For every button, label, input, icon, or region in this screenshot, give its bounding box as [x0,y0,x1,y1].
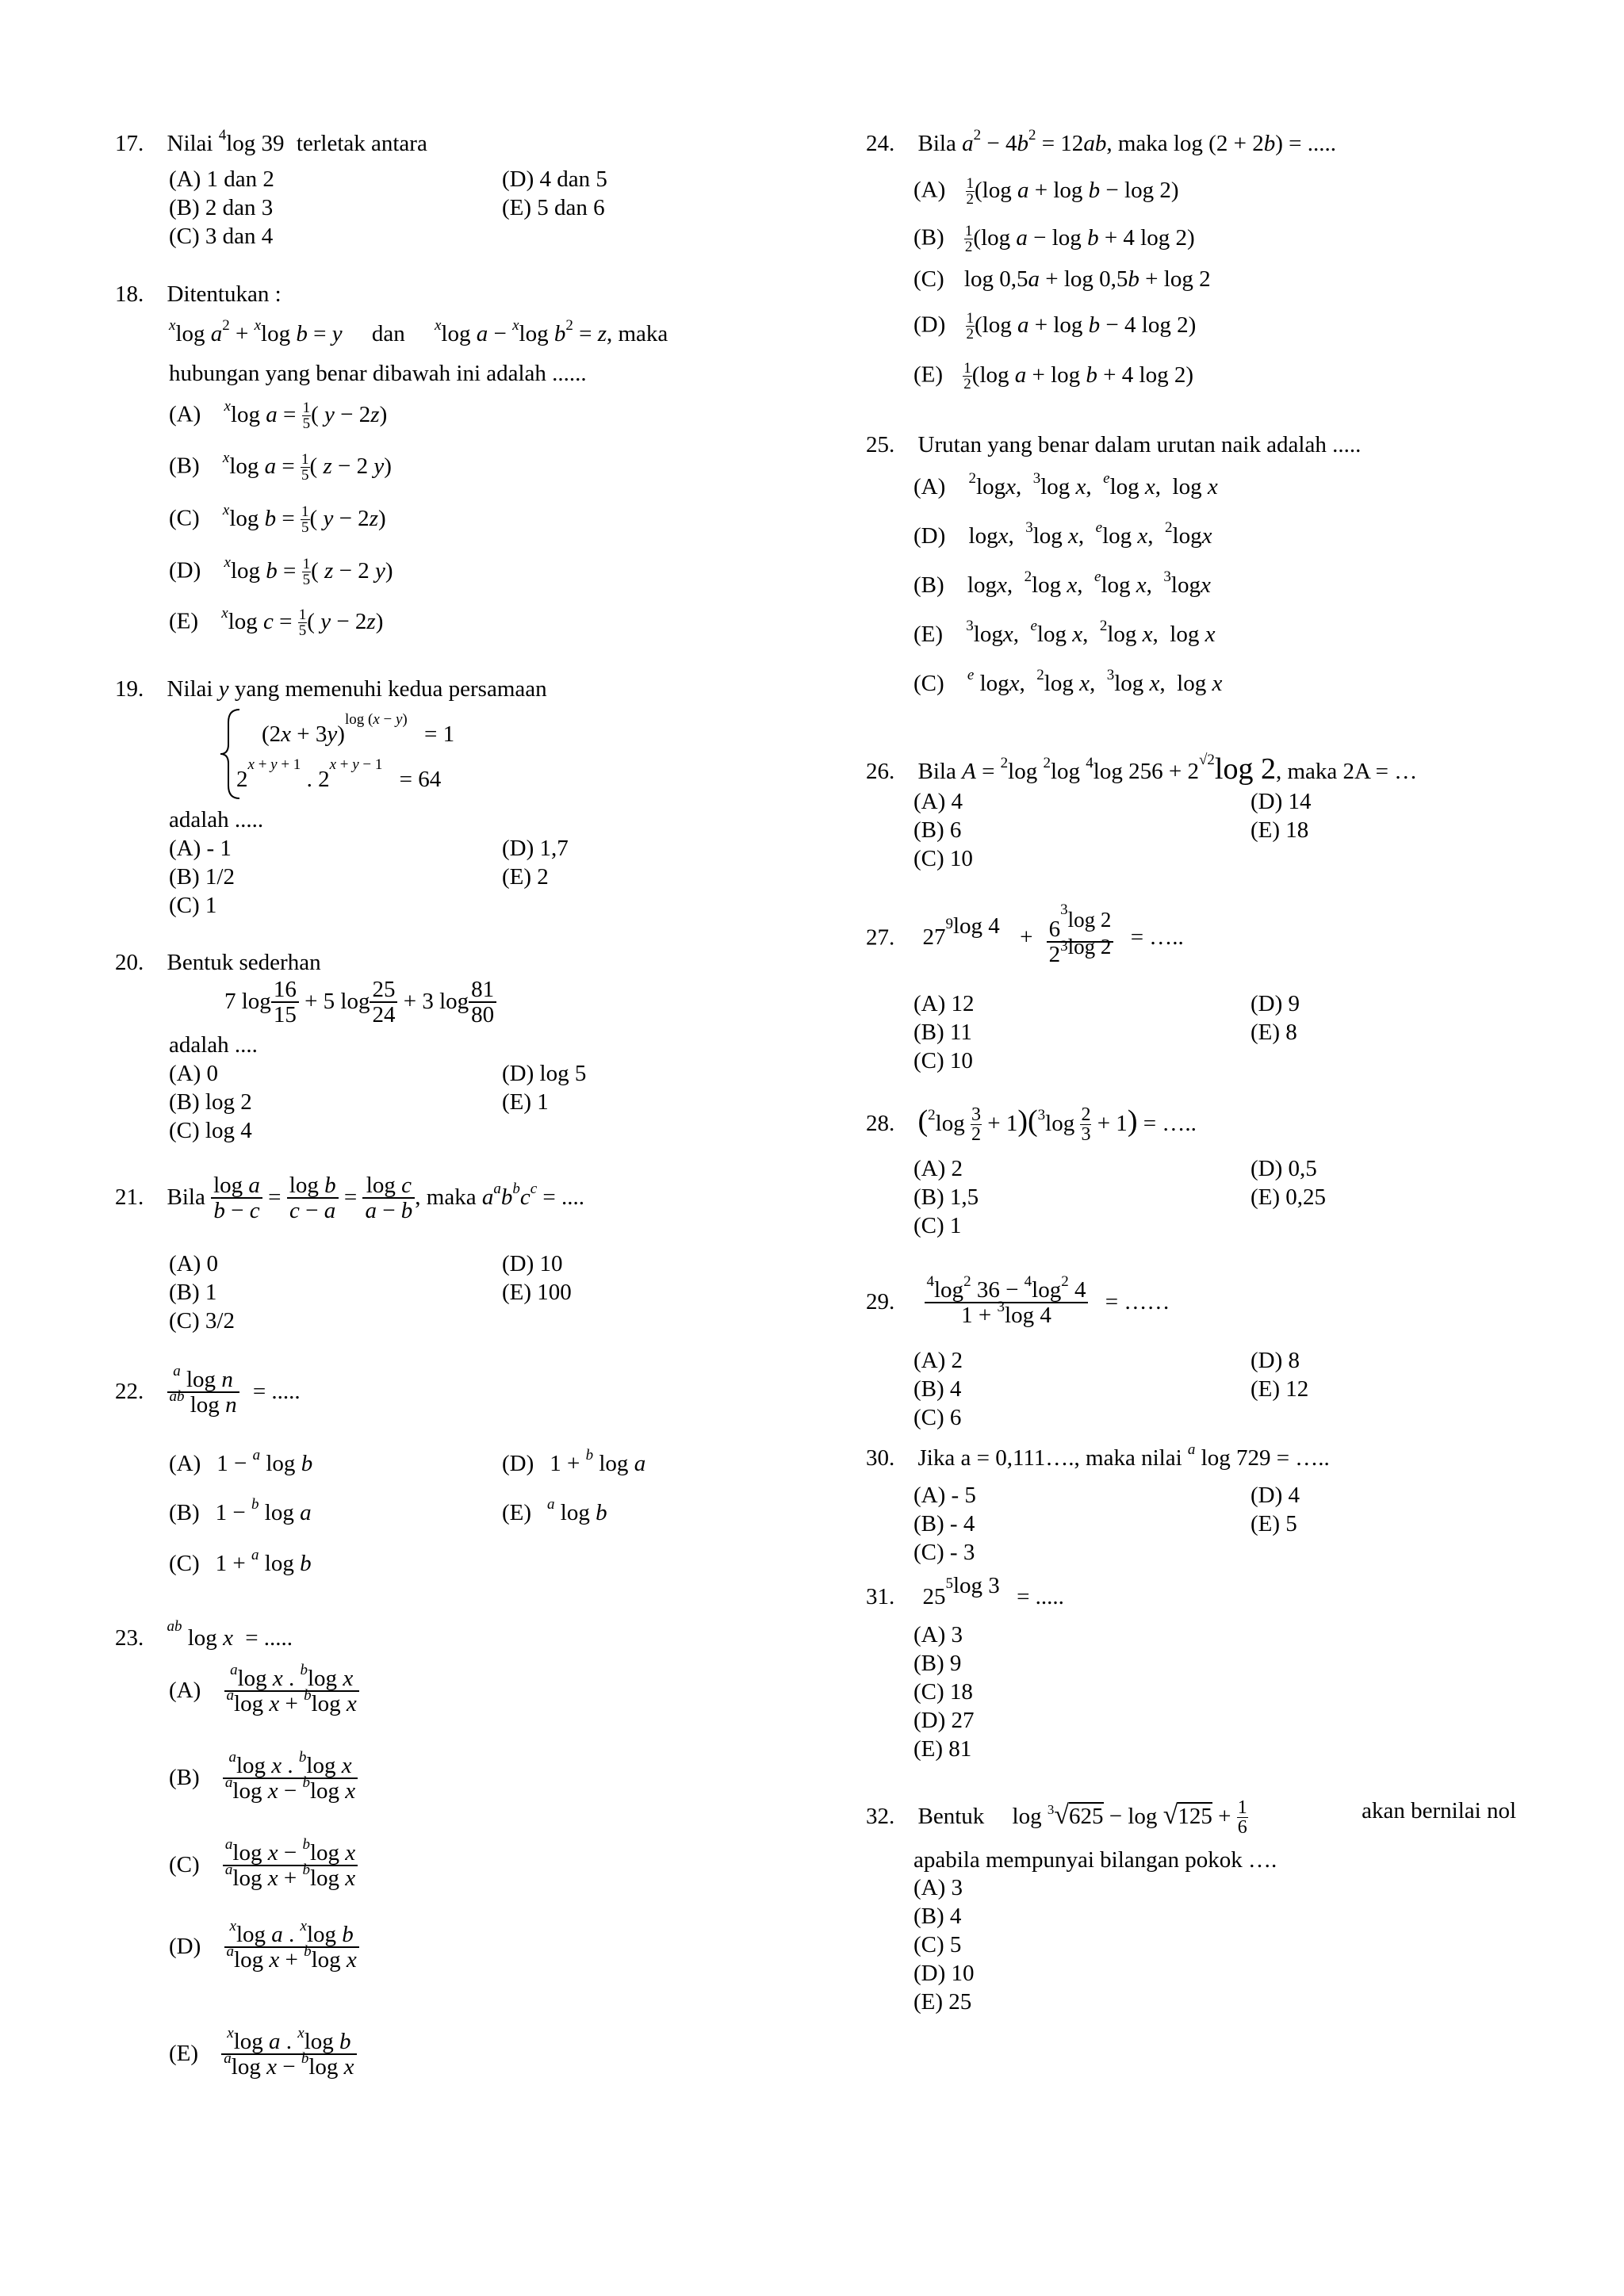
question-number: 29. [866,1288,895,1314]
question-stem: Bentuk [917,1803,985,1829]
option-d[interactable]: (D) $\frac{^x\log a . ^x\log b}{^a\log x + ^b\log x}$ [169,1923,359,1973]
option-d[interactable]: (D) 4 dan 5 [502,166,607,192]
option-e[interactable]: (E) 25 [914,1989,972,2015]
option-label: (B) [169,453,200,479]
option-e[interactable]: (E) $\frac{1}{2}$ (log a + log b + 4 log 2) [914,360,1193,392]
question-number: 24. [866,131,895,156]
option-a[interactable]: (A) 2 [914,1348,963,1373]
option-b[interactable]: (B) 1,5 [914,1184,979,1210]
option-label: (E) [169,2040,199,2066]
option-label: (E) [914,362,944,388]
question-21: 21. Bila $\frac{\text{log a}}{b - c}$ = $\frac{\text{log b}}{c - a}$ = $\frac{\text{log c}}{a - b}$ , maka $a^ab^bc^c$ = .... [115,1173,585,1224]
question-tail: terletak antara [296,131,427,156]
question-number: 23. [115,1625,144,1651]
option-label: (E) [502,1500,532,1525]
eq-rhs: = 64 [399,767,442,792]
option-b[interactable]: (B) 4 [914,1376,962,1402]
question-stem: Jika a = 0,111…., maka nilai [917,1445,1182,1471]
option-b[interactable]: (B) $\frac{^a\log x . ^b\log x}{^a\log x - ^b\log x}$ [169,1754,358,1804]
option-b[interactable]: (B) 4 [914,1904,962,1929]
question-number: 26. [866,759,895,784]
option-e[interactable]: (E) $\frac{^x\log a . ^x\log b}{^a\log x - ^b\log x}$ [169,2030,357,2080]
option-c[interactable]: (C) $^x$log b = $\frac{1}{5}$ ( y − 2z) [169,501,386,536]
question-22: 22. $\frac{^a \log n}{^{ab} \log n}$ = ..... [115,1363,301,1418]
question-tail: akan bernilai nol [1362,1798,1516,1823]
option-b[interactable]: (B) logx, $^2$log x, $^e$log x, $^3$logx [914,568,1211,598]
question-20 [115,950,321,976]
question-28: 28. ($^2$log $\frac{3}{2}$ + 1)($^3$log $\frac{2}{3}$ + 1) = ….. [866,1104,1197,1146]
option-e[interactable]: (E) 5 dan 6 [502,195,605,220]
option-label: (D) [914,312,946,338]
eq-rhs: = 1 [423,721,455,747]
q19-eq1: $(2x + 3y)^{log (x - y)} = 1$ [262,711,455,747]
question-tail: = ….. [1276,1445,1330,1471]
option-b[interactable]: (B) 6 [914,817,962,843]
option-e[interactable]: (E) 12 [1251,1376,1309,1402]
option-label: (C) [914,266,944,292]
option-e[interactable]: (E) 8 [1251,1020,1297,1045]
option-a[interactable]: (A) 3 [914,1622,963,1647]
q18-equation: $^x$log $a^2 + ^x\log$ b = y dan $^x$log a − $^x$log $b^2 = z$, maka [169,317,668,346]
option-b[interactable]: (B) log 2 [169,1089,252,1115]
option-a[interactable]: (A) $\frac{1}{2}$ (log a + log b − log 2) [914,175,1179,208]
option-label: (C) [169,1551,200,1576]
question-17 [115,127,427,157]
option-d[interactable]: (D) $\frac{1}{2}$ (log a + log b − 4 log 2) [914,310,1197,342]
question-number: 32. [866,1803,895,1829]
question-tail: = ..... [1017,1584,1064,1609]
question-number: 20. [115,950,144,975]
variable: y [218,676,229,702]
option-c[interactable]: (C) 1 [914,1213,962,1238]
option-label: (A) [169,1677,201,1703]
option-c[interactable]: (C) 10 [914,846,973,871]
option-d[interactable]: (D) 9 [1251,991,1300,1016]
option-label: (D) [914,523,946,549]
question-stem: Bila [917,759,956,784]
option-c[interactable]: (C) 6 [914,1405,962,1430]
option-d[interactable]: (D) logx, $^3$log x, $^e$log x, $^2$logx [914,519,1212,549]
question-stem: Bila [167,1184,205,1210]
q18-line3: hubungan yang benar dibawah ini adalah ...... [169,361,587,386]
option-c[interactable]: (C) 3 dan 4 [169,224,274,249]
question-19 [115,676,547,702]
option-label: (D) [169,1933,201,1959]
option-label: (C) [169,505,200,531]
question-tail: = ..... [245,1625,293,1651]
option-a[interactable]: (A) - 1 [169,836,232,861]
question-tail: = …… [1105,1288,1170,1314]
option-label: (D) [169,557,201,584]
question-number: 17. [115,131,144,156]
option-e[interactable]: (E) $^x$log c = $\frac{1}{5}$ ( y − 2z) [169,604,384,639]
adalah-text: adalah ..... [169,807,264,832]
option-b[interactable]: (B) 11 [914,1020,972,1045]
log-expression: log 729 [1201,1445,1271,1471]
option-a[interactable]: (A) - 5 [914,1483,976,1508]
option-a[interactable]: (A) $^2$logx, $^3$log x, $^e$log x, log x [914,470,1218,499]
option-d[interactable]: (D) 8 [1251,1348,1300,1373]
option-c[interactable]: (C) 10 [914,1048,973,1073]
option-a[interactable]: (A) $\frac{^a\log x . ^b\log x}{^a\log x + ^b\log x}$ [169,1667,359,1717]
log-base: 4 [218,127,227,144]
maka-text: , maka [1106,131,1168,156]
q19-eq2: $2^{x + y + 1}$ . $2^{x + y - 1} = 64$ [236,756,442,792]
option-d[interactable]: (D) 4 [1251,1483,1300,1508]
question-number: 22. [115,1378,144,1404]
question-27: 27. $27^9\log$ 4 + $\frac{6^{^3}\log 2}{2^3\log 2}$ = ….. [866,901,1184,968]
option-c[interactable]: (C) 1 + $^a$ log b [169,1547,312,1576]
option-e[interactable]: (E) 18 [1251,817,1309,843]
option-c[interactable]: (C) 5 [914,1932,962,1957]
question-32: 32. Bentuk log $^3$√625 − log √125 + $\frac{1}{6}$ akan bernilai nol [866,1797,1516,1838]
option-d[interactable]: (D) 27 [914,1708,975,1733]
q20-expression: 7 log $\frac{16}{15}$ + 5 log $\frac{25}{24}$ + 3 log $\frac{81}{80}$ [224,978,496,1028]
option-e[interactable]: (E) 0,25 [1251,1184,1327,1210]
log-base: a [1187,1441,1196,1458]
option-label: (E) [914,622,944,647]
log-expression: log 39 [226,131,285,156]
question-tail: = ..... [252,1378,301,1404]
question-stem: Urutan yang benar dalam urutan naik adalah ..... [917,432,1362,457]
question-number: 19. [115,676,144,702]
question-30 [866,1441,1330,1471]
option-a[interactable]: (A) 1 dan 2 [169,166,274,192]
option-d[interactable]: (D) 1 + $^b$ log a [502,1447,646,1476]
question-stem: Bila [917,131,956,156]
question-tail: = ….. [1130,924,1184,951]
option-c[interactable]: (C) $^e$ logx, $^2$log x, $^3$log x, log x [914,667,1223,696]
question-number: 28. [866,1111,895,1136]
option-c[interactable]: (C) - 3 [914,1540,975,1565]
question-tail: = ….. [1143,1111,1197,1136]
connector: dan [371,321,405,346]
maka-text: , maka [606,321,668,346]
question-26: 26. Bila A = $^2$log $^2$log $^4$log $256 + 2^{√2}\log$ 2, maka 2A = … [866,752,1418,786]
option-a[interactable]: (A) 2 [914,1156,963,1181]
option-c[interactable]: (C) 3/2 [169,1308,235,1334]
option-a[interactable]: (A) 3 [914,1875,963,1900]
question-number: 30. [866,1445,895,1471]
question-number: 31. [866,1584,895,1609]
option-b[interactable]: (B) 2 dan 3 [169,195,274,220]
option-c[interactable]: (C) 18 [914,1679,973,1705]
option-e[interactable]: (E) $^3$logx, $^e$log x, $^2$log x, log x [914,618,1216,647]
option-e[interactable]: (E) 5 [1251,1511,1297,1536]
option-d[interactable]: (D) 1,7 [502,836,569,861]
option-d[interactable]: (D) 10 [914,1961,975,1986]
option-a[interactable]: (A) 12 [914,991,975,1016]
question-stem: Ditentukan : [167,281,282,307]
option-d[interactable]: (D) $^x$log b = $\frac{1}{5}$ ( z − 2 y) [169,553,393,588]
option-b[interactable]: (B) 1/2 [169,864,235,890]
question-25 [866,432,1361,458]
option-c[interactable]: (C) log 0,5a + log 0,5b + log 2 [914,266,1211,292]
question-18 [115,281,282,308]
option-label: (E) [169,608,199,634]
question-stem: Bentuk sederhan [167,950,321,975]
option-c[interactable]: (C) $\frac{^a\log x - ^b\log x}{^a\log x + ^b\log x}$ [169,1841,358,1892]
question-stem: Nilai [167,131,213,156]
option-b[interactable]: (B) 9 [914,1651,962,1676]
maka-text: , maka [415,1184,477,1210]
question-number: 27. [866,924,895,951]
question-number: 18. [115,281,144,307]
option-a[interactable]: (A) 1 − $^a$ log b [169,1447,313,1476]
q32-line2: apabila mempunyai bilangan pokok …. [914,1847,1277,1873]
question-stem-tail: yang memenuhi kedua persamaan [234,676,547,702]
question-tail: , maka 2A = … [1275,759,1418,784]
option-b[interactable]: (B) $^x$log a = $\frac{1}{5}$ ( z − 2 y) [169,449,392,484]
option-label: (B) [169,1500,200,1525]
option-label: (A) [914,177,946,203]
question-31: 31. $25^5\log$ 3 = ..... [866,1573,1064,1609]
option-label: (B) [914,572,944,598]
option-a[interactable]: (A) 0 [169,1061,219,1086]
option-e[interactable]: (E) $^a$ log b [502,1496,607,1525]
question-29: 29. $\frac{^4\log^2 36 - ^4\log^2 4}{1 + ^3\log 4}$ = …… [866,1273,1170,1329]
option-label: (C) [914,671,944,696]
option-b[interactable]: (B) - 4 [914,1511,975,1536]
option-b[interactable]: (B) 1 − $^b$ log a [169,1496,312,1525]
question-number: 25. [866,432,895,457]
option-label: (B) [169,1764,200,1790]
question-23: 23. $^{ab}$ log x = ..... [115,1618,293,1651]
option-c[interactable]: (C) log 4 [169,1118,252,1143]
option-label: (B) [914,224,944,251]
option-a[interactable]: (A) 4 [914,789,963,814]
option-label: (D) [502,1451,534,1476]
question-stem: Nilai [167,676,213,702]
option-d[interactable]: (D) 0,5 [1251,1156,1317,1181]
question-number: 21. [115,1184,144,1210]
option-e[interactable]: (E) 2 [502,864,549,890]
option-c[interactable]: (C) 1 [169,893,217,918]
option-label: (C) [169,1851,200,1877]
option-d[interactable]: (D) log 5 [502,1061,587,1086]
adalah-text: adalah .... [169,1032,258,1058]
option-e[interactable]: (E) 1 [502,1089,549,1115]
question-24: 24. Bila $a^2 - 4b^2 = 12ab$, maka log (2 + 2b) = ..... [866,127,1336,156]
option-label: (A) [914,474,946,499]
option-e[interactable]: (E) 100 [502,1280,572,1305]
option-b[interactable]: (B) 1 [169,1280,217,1305]
question-tail: = .... [542,1184,585,1210]
option-a[interactable]: (A) $^x$log a = $\frac{1}{5}$ ( y − 2z) [169,397,388,432]
option-label: (A) [169,401,201,427]
option-d[interactable]: (D) 14 [1251,789,1312,814]
option-a[interactable]: (A) 0 [169,1251,219,1276]
option-label: (A) [169,1451,201,1476]
option-e[interactable]: (E) 81 [914,1736,972,1762]
question-tail: = ..... [1289,131,1336,156]
option-d[interactable]: (D) 10 [502,1251,563,1276]
option-b[interactable]: (B) $\frac{1}{2}$ (log a − log b + 4 log 2) [914,223,1195,255]
